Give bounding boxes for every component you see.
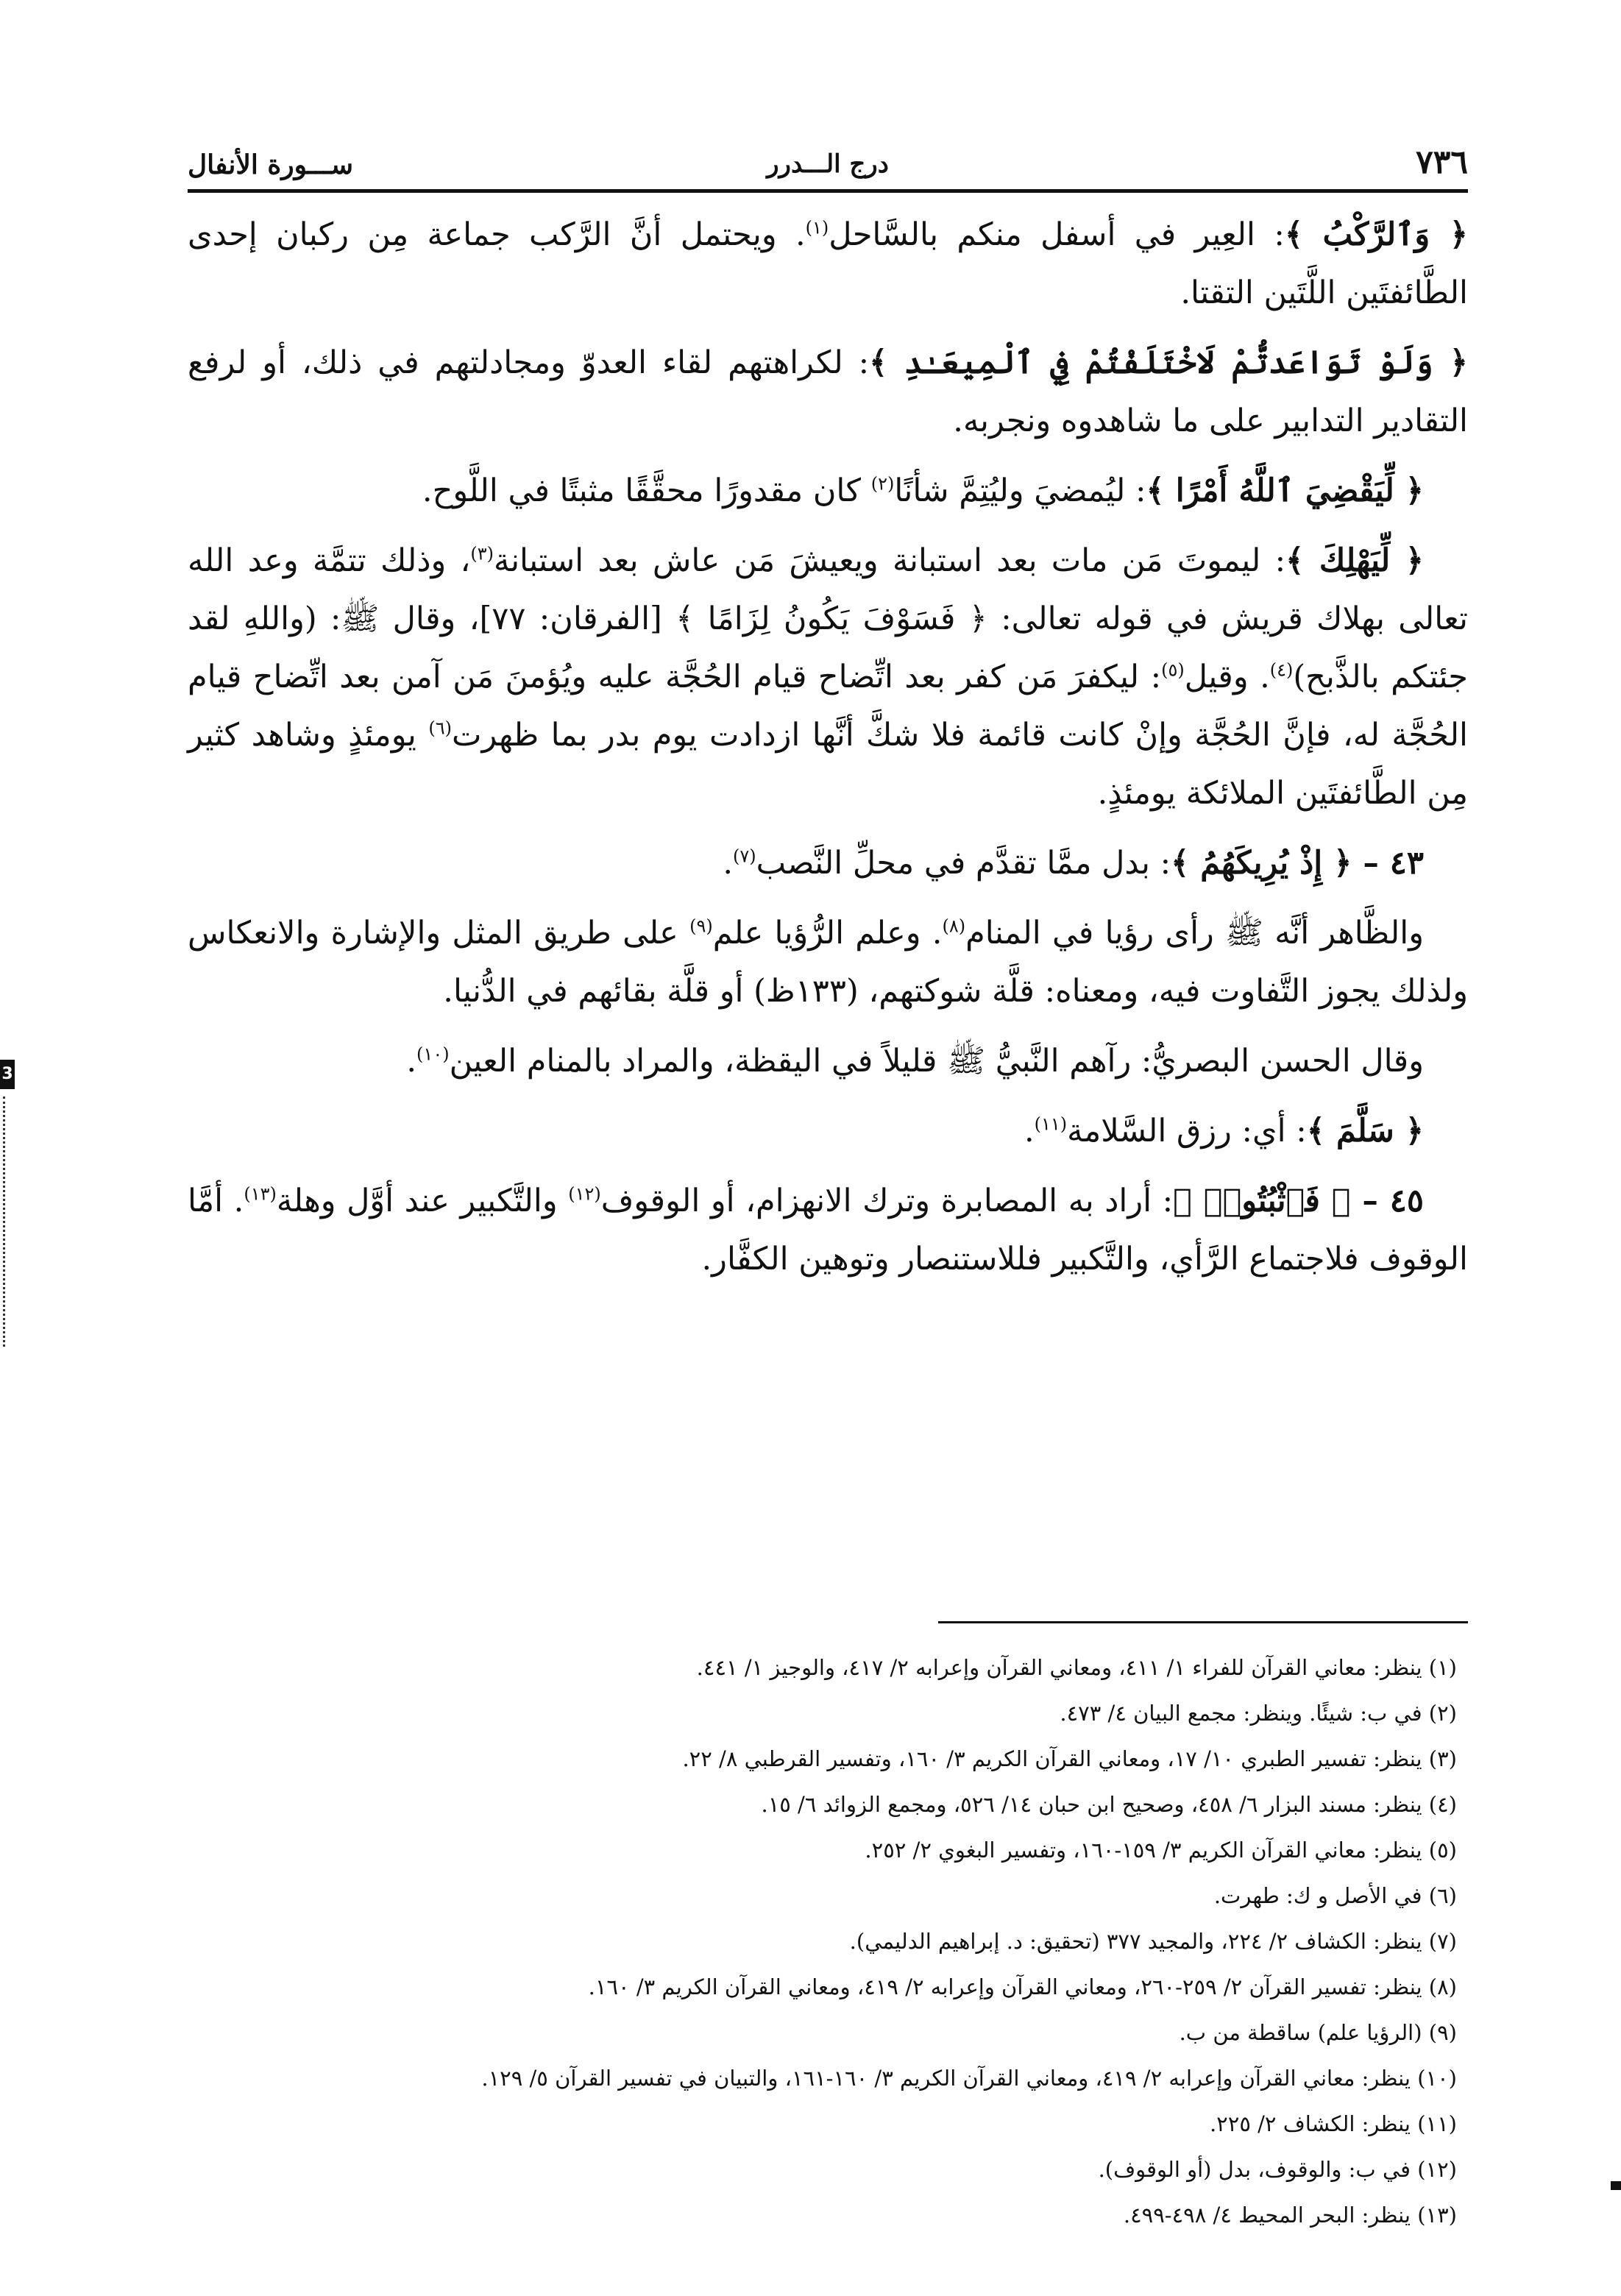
footnote-ref: (٦): [428, 718, 452, 739]
quran-quote: ﴿ لِّيَهْلِكَ ﴾: [1285, 542, 1425, 579]
surah-title: ســـورة الأنفال: [188, 149, 354, 180]
paragraph: وقال الحسن البصريُّ: رآهم النَّبيُّ ﷺ قليلاً في اليقظة، والمراد بالمنام العين$^{(١٠)}$.: [406, 1043, 1424, 1080]
quran-quote: ﴿ لِّيَقْضِيَ ٱللَّهُ أَمْرًا ﴾: [1146, 472, 1424, 509]
paragraph: ٤٥ – ﴿ فَٱثْبُتُوا۟ ﴾: أراد به المصابرة وترك الانهزام، أو الوقوف$^{(١٢)}$ والتَّكبير عند أوَّل وهلة$^{(١٣)}$. أمَّا الوقوف فلاجتماع الرَّأي، والتَّكبير فللاستنصار وتوهين الكفَّار.: [188, 1183, 1468, 1278]
footnote-ref: (٥): [1161, 659, 1185, 681]
footnote-ref: (١١): [1034, 1113, 1068, 1135]
paragraph: ﴿ سَلَّمَ ﴾: أي: رزق السَّلامة$^{(١١)}$.: [1024, 1113, 1424, 1149]
running-header: [188, 144, 1468, 195]
quran-quote: ﴿ وَلَوْ تَوَاعَدتُّمْ لَاخْتَلَفْتُمْ فِي ٱلْمِيعَـٰدِ ﴾: [869, 344, 1468, 381]
page: [188, 144, 1469, 2228]
footnote-ref: (٨): [942, 915, 966, 937]
footnote-ref: (١٢): [568, 1183, 601, 1205]
footnote: (٧) ينظر: الكشاف ٢/ ٢٢٤، والمجيد ٣٧٧ (تحقيق: د. إبراهيم الدليمي).: [849, 1929, 1457, 1954]
footnote: (٣) ينظر: تفسير الطبري ١٠/ ١٧، ومعاني القرآن الكريم ٣/ ١٦٠، وتفسير القرطبي ٨/ ٢٢.: [682, 1746, 1457, 1771]
footnote: (٨) ينظر: تفسير القرآن ٢/ ٢٥٩-٢٦٠، ومعاني القرآن وإعرابه ٢/ ٤١٩، ومعاني القرآن الكريم ٣/ ١٦٠.: [588, 1974, 1457, 1999]
footnote: (١٢) في ب: والوقوف، بدل (أو الوقوف).: [1098, 2157, 1457, 2182]
footnote-ref: (٣): [470, 543, 494, 564]
verse-heading: ٤٥ – ﴿ فَٱثْبُتُوا۟ ﴾: [1173, 1183, 1424, 1219]
paragraph: ﴿ وَلَوْ تَوَاعَدتُّمْ لَاخْتَلَفْتُمْ فِي ٱلْمِيعَـٰدِ ﴾: لكراهتهم لقاء العدوّ ومجادلتهم في ذلك، أو لرفع التقادير التدابير على ما شاهدوه ونجربه.: [188, 344, 1468, 439]
footnote-ref: (٧): [732, 846, 756, 867]
footnote: (٦) في الأصل و ك: طهرت.: [1213, 1883, 1457, 1908]
paragraph: ٤٣ – ﴿ إِذْ يُرِيكَهُمُ ﴾: بدل ممَّا تقدَّم في محلِّ النَّصب$^{(٧)}$.: [723, 845, 1424, 882]
side-tab-marker: 3: [0, 1060, 15, 1089]
footnote-ref: (٩): [689, 915, 713, 937]
footnote: (١٠) ينظر: معاني القرآن وإعرابه ٢/ ٤١٩، ومعاني القرآن الكريم ٣/ ١٦٠-١٦١، والتبيان في تفسير القرآن ٥/ ١٢٩.: [481, 2066, 1457, 2091]
footnote: (٤) ينظر: مسند البزار ٦/ ٤٥٨، وصحيح ابن حبان ١٤/ ٥٢٦، ومجمع الزوائد ٦/ ١٥.: [761, 1792, 1457, 1817]
quran-quote: ﴿ وَٱلرَّكْبُ ﴾: [1284, 216, 1468, 253]
side-edge-marks: [3, 1096, 14, 1347]
footnote-ref: (٢): [870, 473, 895, 495]
paragraph: ﴿ لِّيَقْضِيَ ٱللَّهُ أَمْرًا ﴾: ليُمضيَ وليُتِمَّ شأنًا$^{(٢)}$ كان مقدورًا محقَّقًا مثبتًا في اللَّوح.: [422, 472, 1424, 509]
footnote: (٩) (الرؤيا علم) ساقطة من ب.: [1179, 2020, 1457, 2045]
page-number: ٧٣٦: [1416, 144, 1468, 181]
footnote: (١١) ينظر: الكشاف ٢/ ٢٢٥.: [1209, 2111, 1457, 2136]
footnote-rule: [938, 1621, 1468, 1623]
footnote-ref: (١): [805, 217, 829, 238]
footnote: (٢) في ب: شيئًا. وينظر: مجمع البيان ٤/ ٤٧٣.: [1060, 1701, 1457, 1726]
footnote-ref: (١٠): [416, 1044, 450, 1065]
footnote-ref: (١٣): [244, 1183, 277, 1205]
footnote-ref: (٤): [1269, 659, 1294, 681]
header-rule: [188, 189, 1468, 193]
paragraph: ﴿ وَٱلرَّكْبُ ﴾: العِير في أسفل منكم بالسَّاحل$^{(١)}$. ويحتمل أنَّ الرَّكب جماعة مِن ركبان إحدى الطَّائفتَين اللَّتَين التقتا.: [188, 216, 1468, 311]
book-title: درج الـــدرر: [767, 149, 889, 179]
paragraph: والظَّاهر أنَّه ﷺ رأى رؤيا في المنام$^{(٨)}$. وعلم الرُّؤيا علم$^{(٩)}$ على طريق المثل والإشارة والانعكاس ولذلك يجوز التَّفاوت فيه، ومعناه: قلَّة شوكتهم، (١٣٣ظ) أو قلَّة بقائهم في الدُّنيا.: [188, 915, 1468, 1010]
quran-quote: ﴿ سَلَّمَ ﴾: [1306, 1113, 1424, 1149]
paragraph: ﴿ لِّيَهْلِكَ ﴾: ليموتَ مَن مات بعد استبانة ويعيشَ مَن عاش بعد استبانة$^{(٣)}$، وذلك تتمَّة وعد الله تعالى بهلاك قريش في قوله تعالى: ﴿ فَسَوْفَ يَكُونُ لِزَامًا ﴾ [الفرقان: ٧٧]، وقال ﷺ: (واللهِ لقد جئتكم بالذَّبح)$^{(٤)}$. وقيل$^{(٥)}$: ليكفرَ مَن كفر بعد اتِّضاح قيام الحُجَّة عليه ويُؤمنَ مَن آمن بعد اتِّضاح قيام الحُجَّة له، فإنَّ الحُجَّة وإنْ كانت قائمة فلا شكَّ أنَّها ازدادت يوم بدر بما ظهرت$^{(٦)}$ يومئذٍ وشاهد كثير مِن الطَّائفتَين الملائكة يومئذٍ.: [188, 542, 1469, 812]
edge-mark: [1611, 2181, 1621, 2190]
footnotes: [188, 1645, 1457, 2238]
verse-heading: ٤٣ – ﴿ إِذْ يُرِيكَهُمُ ﴾: [1171, 845, 1424, 882]
footnote: (١) ينظر: معاني القرآن للفراء ١/ ٤١١، ومعاني القرآن وإعرابه ٢/ ٤١٧، والوجيز ١/ ٤٤١.: [696, 1655, 1457, 1680]
footnote: (٥) ينظر: معاني القرآن الكريم ٣/ ١٥٩-١٦٠، وتفسير البغوي ٢/ ٢٥٢.: [865, 1838, 1457, 1863]
main-text: [188, 206, 1468, 1300]
footnote: (١٣) ينظر: البحر المحيط ٤/ ٤٩٨-٤٩٩.: [1123, 2203, 1457, 2228]
